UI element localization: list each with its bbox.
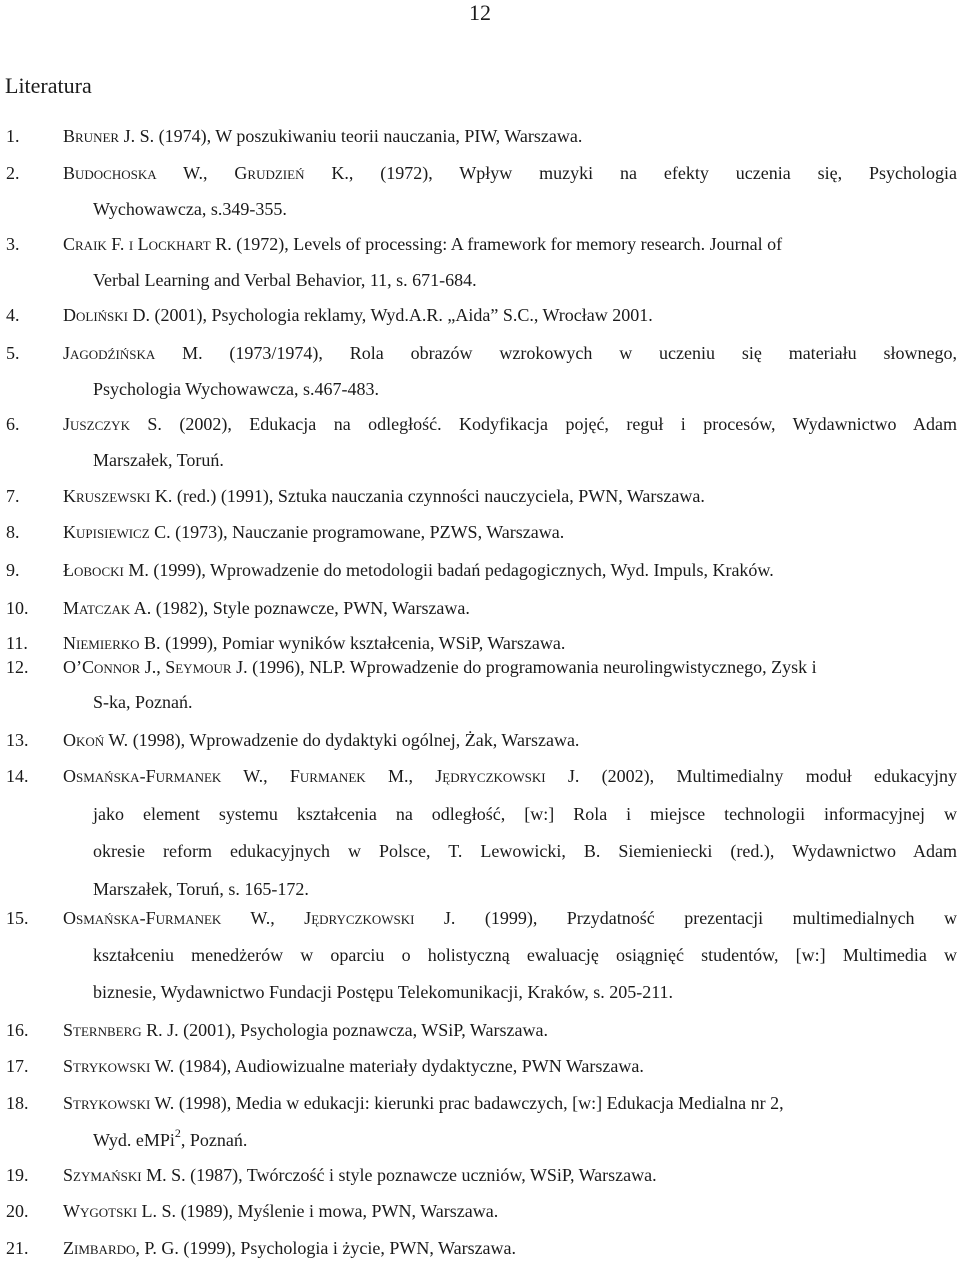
reference-line [63,514,957,550]
reference-details: (1998), Wprowadzenie do dydaktyki ogólnej, Żak, Warszawa. [132,730,580,750]
reference-text [63,1012,957,1048]
reference-text [63,155,957,227]
reference-line [63,191,957,227]
reference-line [63,262,957,298]
reference-details: Marszałek, Toruń, s. 165-172. [93,878,309,899]
reference-author: Craik F. i Lockhart R. [63,234,232,254]
reference-author: Strykowski W. [63,1056,175,1076]
reference-line [63,833,957,871]
reference-line [63,406,957,442]
reference-details: (1996), NLP. Wprowadzenie do programowania neurolingwistycznego, Zysk i [252,657,817,677]
reference-text [63,406,957,478]
reference-number: 12. [6,657,29,677]
reference-details: (1999), Przydatność prezentacji multimedialnych w [484,908,957,928]
reference-details: (1998), Media w edukacji: kierunki prac badawczych, [w:] Edukacja Medialna nr 2, [178,1093,784,1113]
reference-number: 21. [6,1238,29,1258]
reference-text [63,590,957,626]
reference-line [63,1157,957,1193]
reference-number: 2. [6,163,20,183]
reference-details: (2001), Psychologia reklamy, Wyd.A.R. „Aida” S.C., Wrocław 2001. [154,305,653,325]
reference-author: Niemierko B. [63,633,161,653]
reference-number: 6. [6,414,20,434]
reference-line [63,758,957,796]
reference-number: 11. [6,633,28,653]
reference-author: Kruszewski K. [63,486,173,506]
reference-line [63,1193,957,1229]
reference-number: 10. [6,598,29,618]
reference-text [63,1157,957,1193]
reference-details: (1999), Pomiar wyników kształcenia, WSiP, Warszawa. [165,633,566,653]
reference-text [63,722,957,758]
reference-details: (1999), Wprowadzenie do metodologii badań pedagogicznych, Wyd. Impuls, Kraków. [153,560,774,580]
reference-details: (1973), Nauczanie programowane, PZWS, Warszawa. [175,522,565,542]
reference-author: Osmańska-Furmanek W., Jędryczkowski J. [63,908,456,928]
reference-number: 17. [6,1056,29,1076]
reference-details: biznesie, Wydawnictwo Fundacji Postępu Telekomunikacji, Kraków, s. 205-211. [93,982,674,1002]
reference-line [63,155,957,191]
reference-number: 1. [6,126,20,146]
reference-details: (1973/1974), Rola obrazów wzrokowych w uczeniu się materiału słownego, [229,343,957,363]
reference-text [63,1085,957,1159]
reference-line [63,937,957,974]
reference-number: 3. [6,234,20,254]
reference-line [63,371,957,407]
reference-details-end: , Poznań. [180,1130,248,1150]
reference-line [63,900,957,937]
reference-line [63,1012,957,1048]
reference-line [63,226,957,262]
reference-line [63,685,957,720]
reference-line [63,796,957,834]
reference-line [63,1085,957,1122]
reference-author: Osmańska-Furmanek W., Furmanek M., Jędryczkowski J. [63,766,580,786]
reference-author: Zimbardo, P. G. [63,1238,179,1258]
reference-text [63,650,957,720]
reference-author: O’Connor J., Seymour J. [63,657,248,677]
reference-details: (1972), Levels of processing: A framework for memory research. Journal of [236,234,783,254]
reference-line [63,1230,957,1266]
reference-details: Psychologia Wychowawcza, s.467-483. [93,379,380,399]
reference-number: 5. [6,343,20,363]
reference-details: Marszałek, Toruń. [93,450,224,470]
reference-number: 13. [6,730,29,750]
reference-author: Szymański M. S. [63,1165,186,1185]
reference-details: (2002), Multimedialny moduł edukacyjny [601,766,957,786]
reference-author: Budochoska W., Grudzień K., [63,163,354,183]
reference-line [63,650,957,685]
reference-details: (1982), Style poznawcze, PWN, Warszawa. [155,598,470,618]
reference-details: (red.) (1991), Sztuka nauczania czynności nauczyciela, PWN, Warszawa. [176,486,705,506]
section-heading: Literatura [5,73,92,98]
reference-author: Matczak A. [63,598,152,618]
reference-details: okresie reform edukacyjnych w Polsce, T. Lewowicki, B. Siemieniecki (red.), Wydawnictwo Adam [93,841,957,861]
reference-author: Kupisiewicz C. [63,522,171,542]
reference-details: (1987), Twórczość i style poznawcze uczniów, WSiP, Warszawa. [190,1165,657,1185]
reference-author: Doliński D. [63,305,150,325]
reference-number: 18. [6,1093,29,1113]
reference-details: (2001), Psychologia poznawcza, WSiP, Warszawa. [183,1020,548,1040]
reference-details: kształceniu menedżerów w oparciu o holistyczną ewaluację osiągnięć studentów, [w:] Multimedia w [93,945,957,965]
reference-author: Okoń W. [63,730,129,750]
reference-line [63,335,957,371]
reference-author: Sternberg R. J. [63,1020,179,1040]
reference-details: (1974), W poszukiwaniu teorii nauczania, PIW, Warszawa. [158,126,583,146]
reference-line [63,590,957,626]
reference-line [63,552,957,588]
reference-text [63,335,957,407]
reference-text [63,297,957,333]
reference-line [63,442,957,478]
reference-author: Jagodźińska M. [63,343,203,363]
reference-text [63,758,957,908]
reference-text [63,478,957,514]
reference-line [63,1048,957,1084]
reference-number: 19. [6,1165,29,1185]
reference-author: Juszczyk S. [63,414,162,434]
reference-details: (1999), Psychologia i życie, PWN, Warszawa. [183,1238,517,1258]
page-number: 12 [469,0,491,25]
reference-details: Wychowawcza, s.349-355. [93,199,287,219]
reference-author: Strykowski W. [63,1093,175,1113]
reference-author: Łobocki M. [63,560,149,580]
reference-text [63,1230,957,1266]
reference-text [63,900,957,1011]
reference-text [63,1193,957,1229]
reference-details: Verbal Learning and Verbal Behavior, 11, s. 671-684. [93,270,477,290]
reference-line [63,1122,957,1159]
reference-details: (1989), Myślenie i mowa, PWN, Warszawa. [180,1201,499,1221]
reference-number: 16. [6,1020,29,1040]
reference-text [63,1048,957,1084]
reference-line [63,118,957,154]
reference-details: (1984), Audiowizualne materiały dydaktyczne, PWN Warszawa. [178,1056,644,1076]
reference-details: (2002), Edukacja na odległość. Kodyfikacja pojęć, reguł i procesów, Wydawnictwo Adam [179,414,957,434]
reference-text [63,514,957,550]
reference-number: 9. [6,560,20,580]
reference-number: 15. [6,908,29,928]
reference-author: Bruner J. S. [63,126,155,146]
reference-details: S-ka, Poznań. [93,692,193,712]
reference-details: (1972), Wpływ muzyki na efekty uczenia się, Psychologia [380,163,957,183]
reference-line [63,974,957,1011]
reference-line [63,478,957,514]
reference-details: Wyd. eMPi [93,1130,175,1150]
reference-text [63,226,957,298]
reference-number: 20. [6,1201,29,1221]
reference-number: 7. [6,486,20,506]
reference-details: jako element systemu kształcenia na odległość, [w:] Rola i miejsce technologii informacyjnej w [93,803,957,824]
reference-author: Wygotski L. S. [63,1201,177,1221]
reference-line [63,297,957,333]
reference-line [63,722,957,758]
superscript: 2 [174,1126,181,1140]
reference-text [63,118,957,154]
reference-number: 8. [6,522,20,542]
reference-number: 4. [6,305,20,325]
reference-number: 14. [6,766,29,786]
reference-text [63,552,957,588]
